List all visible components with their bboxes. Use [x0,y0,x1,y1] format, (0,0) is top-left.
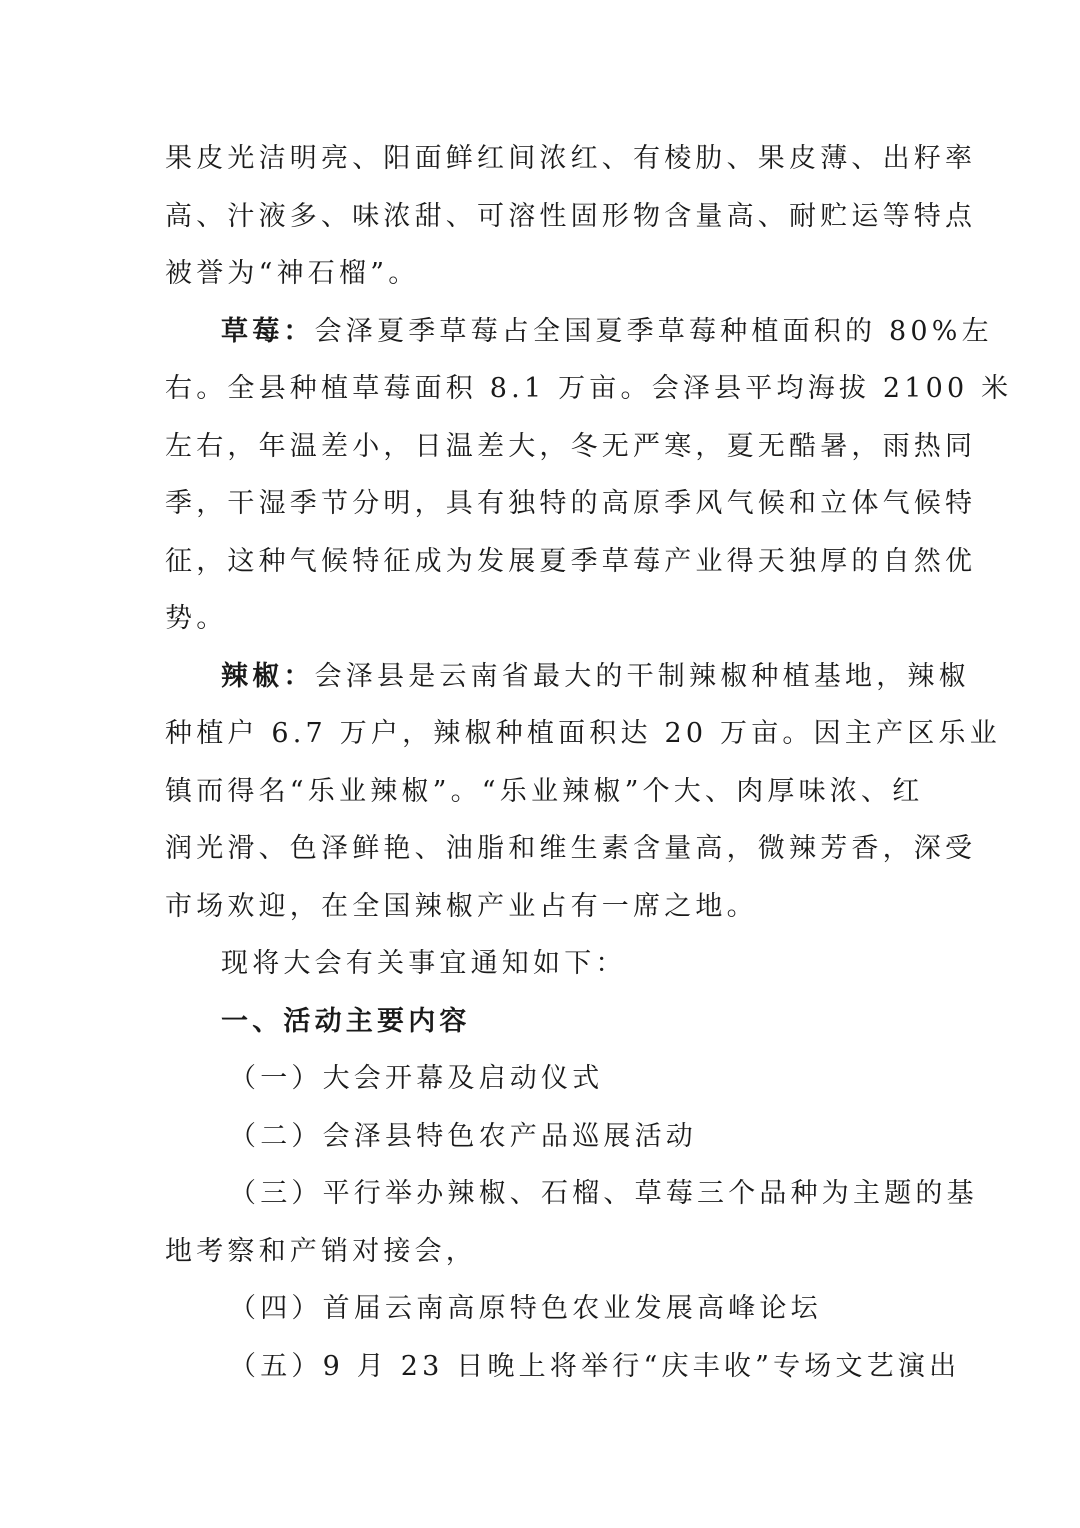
document-page [165,130,1013,1395]
list-item: （五）9 月 23 日晚上将举行“庆丰收”专场文艺演出 [229,1350,961,1382]
list-item: （一）大会开幕及启动仪式 [229,1063,604,1094]
paragraph-line: 种植户 6.7 万户，辣椒种植面积达 20 万亩。因主产区乐业 [165,718,1001,749]
strawberry-term: 草莓： [221,315,315,347]
paragraph-line: 果皮光洁明亮、阳面鲜红间浓红、有棱肋、果皮薄、出籽率 [165,143,977,174]
paragraph-line: 润光滑、色泽鲜艳、油脂和维生素含量高，微辣芳香，深受 [165,833,977,864]
paragraph-line: 被誉为“神石榴”。 [165,258,420,289]
paragraph-text: 会泽县是云南省最大的干制辣椒种植基地，辣椒 [314,660,970,692]
list-item: （三）平行举办辣椒、石榴、草莓三个品种为主题的基 [229,1178,978,1209]
paragraph-text: 会泽夏季草莓占全国夏季草莓种植面积的 80%左 [314,315,993,347]
paragraph-line: 镇而得名“乐业辣椒”。“乐业辣椒”个大、肉厚味浓、红 [165,775,924,807]
list-item: （四）首届云南高原特色农业发展高峰论坛 [229,1293,822,1324]
paragraph-line: 市场欢迎，在全国辣椒产业占有一席之地。 [165,890,758,922]
list-item-continuation: 地考察和产销对接会， [165,1235,477,1267]
paragraph-line: 征，这种气候特征成为发展夏季草莓产业得天独厚的自然优 [165,545,977,577]
chili-paragraph-first-line [165,648,970,706]
strawberry-paragraph-first-line [165,303,993,361]
section-heading: 一、活动主要内容 [221,1005,471,1037]
paragraph-line: 势。 [165,603,228,634]
paragraph-line: 右。全县种植草莓面积 8.1 万亩。会泽县平均海拔 2100 米 [165,373,1013,404]
list-item: （二）会泽县特色农产品巡展活动 [229,1120,697,1152]
notice-line: 现将大会有关事宜通知如下： [221,948,627,979]
paragraph-line: 季，干湿季节分明，具有独特的高原季风气候和立体气候特 [165,488,977,519]
paragraph-line: 高、汁液多、味浓甜、可溶性固形物含量高、耐贮运等特点 [165,200,977,232]
chili-term: 辣椒： [221,660,315,692]
paragraph-line: 左右，年温差小，日温差大，冬无严寒，夏无酷暑，雨热同 [165,430,977,462]
